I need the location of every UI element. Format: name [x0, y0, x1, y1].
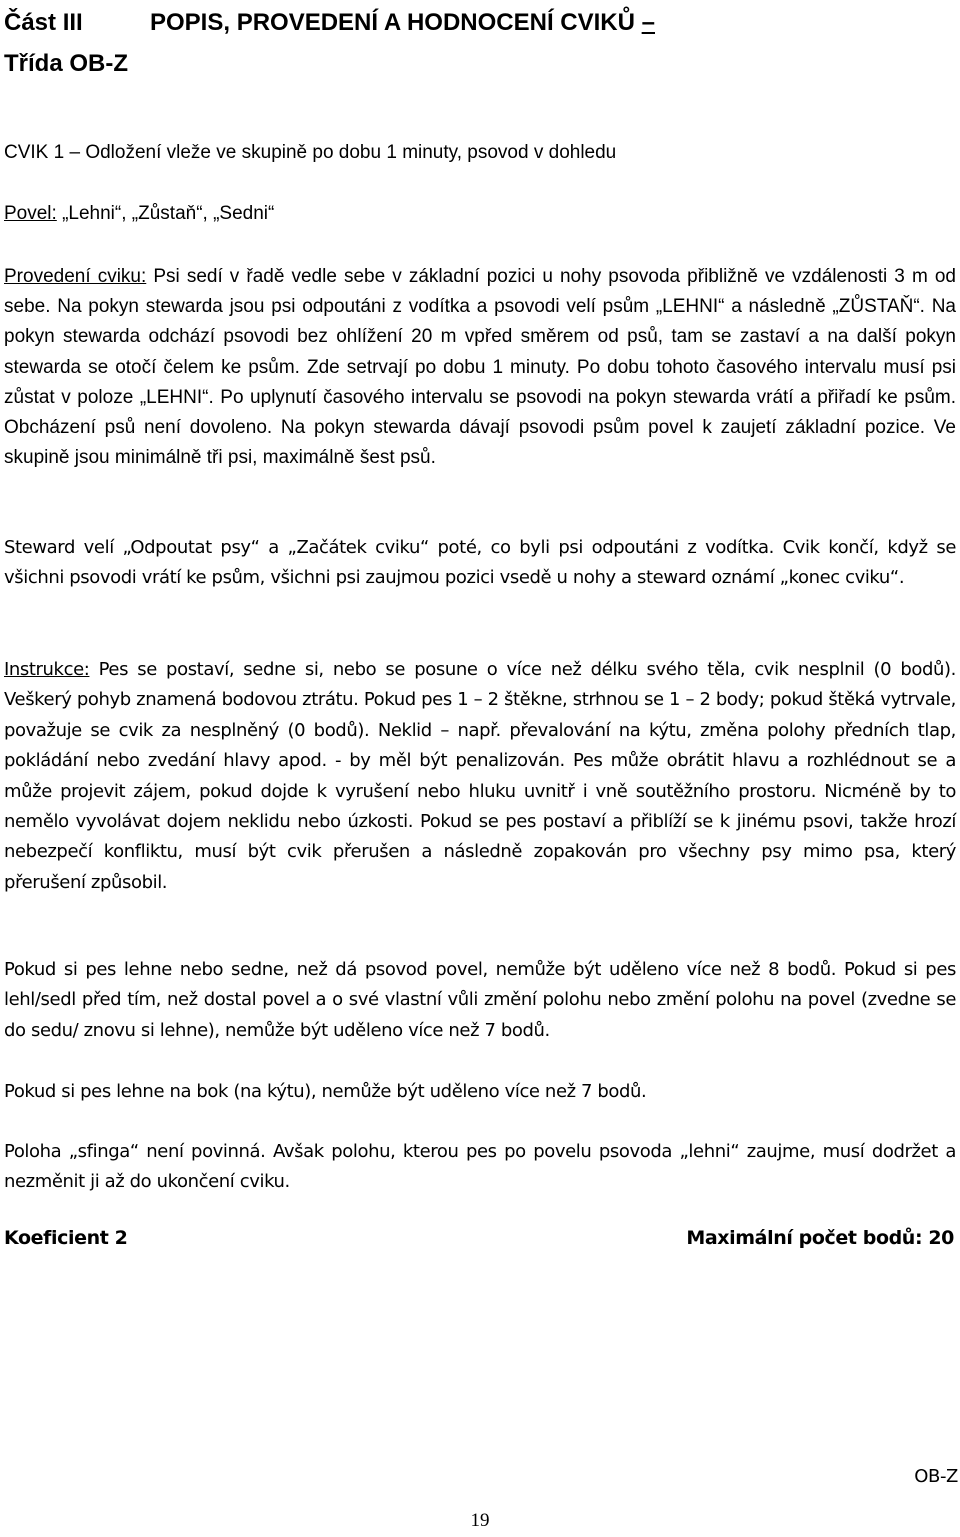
commands-line: [4, 203, 956, 225]
part-heading: POPIS, PROVEDENÍ A HODNOCENÍ CVIKŮ: [150, 9, 635, 36]
class-title: Třída OB-Z: [4, 50, 128, 77]
max-points: Maximální počet bodů: 20: [686, 1227, 954, 1249]
part-number: Část III: [4, 9, 83, 36]
title-dash: –: [641, 9, 655, 36]
execution-paragraph: [4, 262, 956, 473]
commands-text: „Lehni“, „Zůstaň“, „Sedni“: [56, 203, 275, 224]
instructions-label: Instrukce:: [4, 659, 90, 680]
steward-paragraph: Steward velí „Odpoutat psy“ a „Začátek cviku“ poté, co byli psi odpoutáni z vodítka. Cvik končí, když se všichni psovodi vrátí ke psům, všichni psi zaujmou pozici vsedě u nohy a steward oznámí „konec cviku“.: [4, 537, 956, 589]
execution-text: Psi sedí v řadě vedle sebe v základní pozici u nohy psovoda přibližně ve vzdálenosti 3 m od sebe. Na pokyn stewarda jsou psi odpoutáni z vodítka a psovodi velí psům „LEHNI“ a následně „ZŮSTAŇ“. Na pokyn stewarda odchází psovodi bez ohlížení 20 m vpřed směrem od psů, tam se zastaví a na další pokyn stewarda se otočí čelem ke psům. Zde setrvají po dobu 1 minuty. Po dobu tohoto časového intervalu musí psi zůstat v poloze „LEHNI“. Po uplynutí časového intervalu se psovodi na pokyn stewarda vrátí a přiřadí ke psům. Obcházení psů není dovoleno. Na pokyn stewarda dávají psovodi psům povel k zaujetí základní pozice. Ve skupině jsou minimálně tři psi, maximálně šest psů.: [4, 266, 956, 469]
instructions-text: Pes se postaví, sedne si, nebo se posune o více než délku svého těla, cvik nesplnil (0 bodů). Veškerý pohyb znamená bodovou ztrátu. Pokud pes 1 – 2 štěkne, strhnou se 1 – 2 body; pokud štěká vytrvale, považuje se cvik za nesplněný (0 bodů). Neklid – např. převalování na kýtu, změna polohy předních tlap, pokládání nebo zvedání hlavy apod. - by měl být penalizován. Pes může obrátit hlavu a rozhlédnout se a může projevit zájem, pokud dojde k vyrušení nebo hluku uvnitř i vně soutěžního prostoru. Nicméně by to nemělo vyvolávat dojem neklidu nebo úzkosti. Pokud se pes postaví a přiblíží se k jinému psovi, takže hrozí nebezpečí konfliktu, musí být cvik přerušen a následně zopakován pro všechny psy mimo psa, který přerušení způsobil.: [4, 659, 956, 893]
part-title: [4, 2, 904, 84]
commands-label: Povel:: [4, 203, 57, 224]
execution-label: Provedení cviku:: [4, 266, 147, 287]
class-tag: OB-Z: [914, 1466, 958, 1487]
exercise-heading: CVIK 1 – Odložení vleže ve skupině po dobu 1 minuty, psovod v dohledu: [4, 142, 617, 163]
page-number: 19: [470, 1510, 490, 1531]
instructions-paragraph: [4, 655, 956, 898]
scoring-paragraph-2: Pokud si pes lehne na bok (na kýtu), nemůže být uděleno více než 7 bodů.: [4, 1081, 647, 1102]
scoring-paragraph-1: Pokud si pes lehne nebo sedne, než dá psovod povel, nemůže být uděleno více než 8 bodů. Pokud si pes lehl/sedl před tím, než dostal povel a o své vlastní vůli změní polohu nebo změní polohu na povel (zvedne se do sedu/ znovu si lehne), nemůže být uděleno více než 7 bodů.: [4, 959, 956, 1041]
coefficient-row: [4, 1227, 954, 1249]
sphinx-paragraph: Poloha „sfinga“ není povinná. Avšak polohu, kterou pes po povelu psovoda „lehni“ zaujme, musí dodržet a nezměnit ji až do ukončení cviku.: [4, 1141, 956, 1193]
coefficient: Koeficient 2: [4, 1227, 128, 1249]
